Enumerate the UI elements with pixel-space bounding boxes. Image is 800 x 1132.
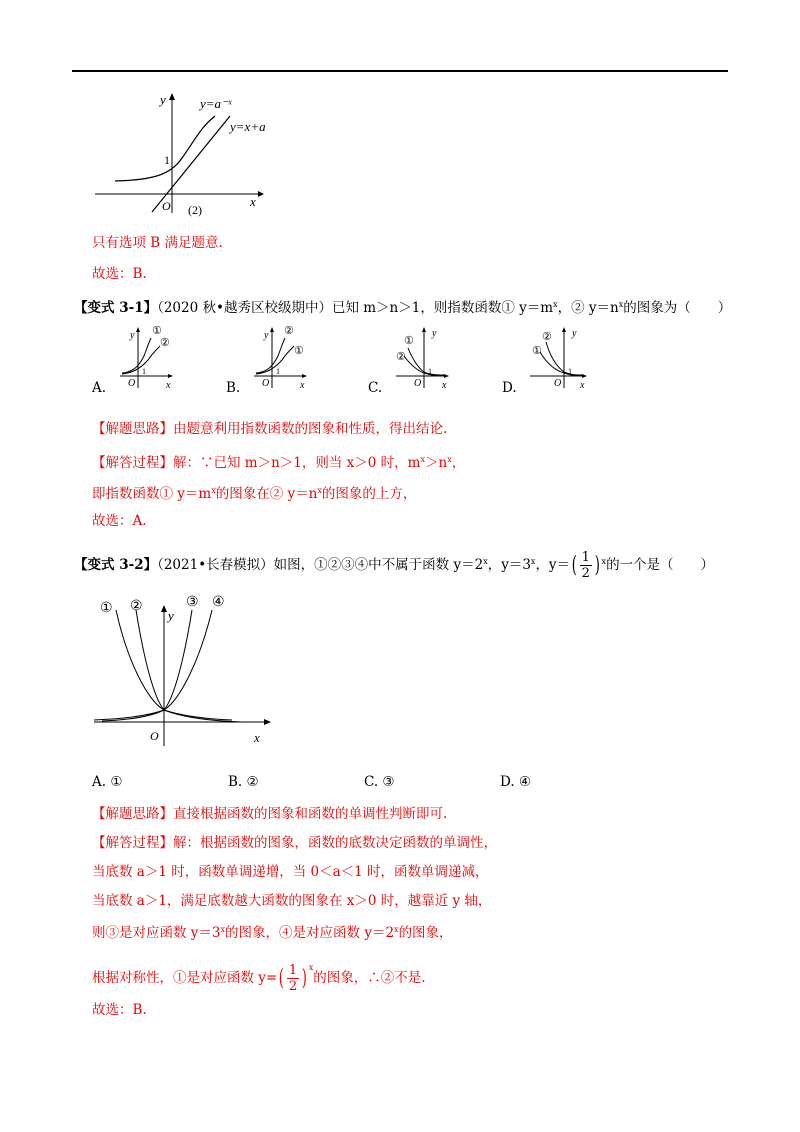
q31-graph-d (528, 326, 592, 390)
q31-c-1: 1 (428, 367, 432, 376)
g32-x: x (254, 730, 260, 745)
q32-sup-2: x (530, 557, 536, 566)
q32-tag: 【变式 3-2】 (74, 557, 158, 573)
q31-c-c1: ① (404, 335, 414, 347)
q31-graph-b (252, 326, 312, 390)
a31-proc-c: ， (451, 455, 466, 471)
q32-fraction (570, 550, 601, 581)
q32-frac-num: 1 (581, 550, 590, 565)
q31-a-c1: ① (152, 326, 162, 337)
q31-option-b[interactable]: B. (226, 380, 241, 396)
graph1-x-label: x (250, 194, 256, 209)
a32-l5-a: 根据对称性，①是对应函数 y= (92, 970, 278, 986)
a32-line5 (92, 956, 426, 994)
q31-graph-a (118, 326, 178, 390)
q31-b-o: O (262, 378, 270, 389)
a32-fraction (277, 963, 308, 994)
a32-l4-b: 的图象，④是对应函数 y＝2 (225, 925, 395, 941)
a32-l5-b: 的图象，∴②不是. (313, 970, 426, 986)
q31-a-1: 1 (142, 367, 146, 376)
q31-graph-c (394, 326, 454, 390)
a32-hint: 【解题思路】直接根据函数的图象和函数的单调性判断即可. (92, 806, 448, 822)
graph1-y-label: y (160, 92, 166, 107)
graph1-origin: O (162, 199, 171, 213)
prev-answer: 故选：B. (92, 266, 147, 282)
a32-line4 (92, 921, 453, 942)
a32-l4-a: 则③是对应函数 y＝3 (92, 925, 221, 941)
q31-text-b: ，② y＝n (557, 300, 619, 316)
q31-d-1: 1 (568, 367, 572, 376)
a31-sup-2: x (447, 455, 452, 464)
q32-sup-1: x (483, 557, 488, 566)
g32-o: O (150, 729, 159, 743)
q31-c-c2: ② (396, 351, 406, 363)
q31-tag: 【变式 3-1】 (74, 300, 158, 316)
a31-answer: 故选：A. (92, 513, 147, 529)
g32-label-2: ② (130, 599, 143, 614)
a31-line2 (92, 482, 416, 503)
header-rule (72, 70, 728, 72)
graph1-curve-label: y=a⁻ˣ (200, 96, 232, 111)
a32-frac-den: 2 (288, 979, 298, 994)
q31-c-y: y (432, 328, 437, 339)
graph-1 (90, 88, 290, 218)
a31-proc-b: ＞n (424, 455, 448, 471)
q31-d-c1: ① (532, 345, 542, 357)
graph1-line-label: y=x+a (230, 119, 266, 134)
a31-sup-1: x (420, 455, 425, 464)
a31-sup-4: x (317, 486, 322, 495)
q31-b-c2: ② (284, 326, 294, 337)
q31-d-y: y (572, 328, 577, 339)
q32-text-a: 如图，①②③④中不属于函数 y＝2 (273, 557, 484, 573)
q31-a-c2: ② (160, 337, 170, 349)
a31-proc-a: 【解答过程】解：∵已知 m＞n＞1，则当 x＞0 时，m (92, 455, 421, 471)
a31-l2-a: 即指数函数① y＝m (92, 486, 212, 502)
g32-label-4: ④ (212, 595, 225, 610)
q32-frac-den: 2 (581, 566, 590, 581)
q31-c-x: x (442, 380, 447, 390)
a32-line2: 当底数 a＞1 时，函数单调递增，当 0＜a＜1 时，函数单调递减， (92, 864, 489, 880)
a32-lparen: ( (278, 965, 285, 991)
q31-sup-2: x (618, 300, 624, 309)
a31-process (92, 451, 465, 472)
q31-c-o: O (414, 378, 422, 389)
q31-a-o: O (128, 378, 136, 389)
graph-3-2 (92, 590, 282, 750)
prev-solution-line: 只有选项 B 满足题意. (92, 235, 223, 251)
q32-sup-3: x (601, 557, 607, 566)
q32-option-b[interactable]: B. ② (228, 774, 259, 790)
q31-option-d[interactable]: D. (502, 380, 517, 396)
a31-l2-b: 的图象在② y＝n (215, 486, 318, 502)
graph1-caption: (2) (188, 203, 202, 217)
a32-sup-1: x (220, 925, 226, 934)
g32-y: y (168, 608, 174, 623)
q31-a-y: y (130, 330, 135, 341)
a32-frac-num: 1 (288, 963, 298, 978)
q31-d-o: O (554, 378, 562, 389)
q32-text-c: ，y＝ (535, 557, 571, 573)
a31-l2-c: 的图象的上方， (321, 486, 417, 502)
q31-b-c1: ① (294, 345, 304, 357)
g32-label-1: ① (100, 601, 113, 616)
a32-rparen: ) (301, 965, 307, 991)
q32-lparen: ( (571, 552, 577, 578)
q32-option-d[interactable]: D. ④ (500, 774, 532, 790)
q31-option-a[interactable]: A. (92, 380, 107, 396)
q31-b-x: x (300, 380, 305, 390)
q32-option-c[interactable]: C. ③ (364, 774, 395, 790)
q31-b-1: 1 (276, 367, 280, 376)
a32-line3: 当底数 a＞1，满足底数越大函数的图象在 x＞0 时，越靠近 y 轴， (92, 893, 492, 909)
a32-sup-3: x (308, 963, 314, 972)
q31-d-c2: ② (542, 331, 552, 343)
a31-hint: 【解题思路】由题意利用指数函数的图象和性质，得出结论. (92, 421, 448, 437)
q31-sup-1: x (553, 300, 558, 309)
question-3-1 (74, 296, 731, 317)
g32-label-3: ③ (186, 595, 199, 610)
question-3-2 (74, 550, 714, 581)
q32-rparen: ) (594, 552, 600, 578)
a32-l4-c: 的图象， (398, 925, 453, 941)
q31-b-y: y (264, 330, 269, 341)
q31-a-x: x (166, 380, 171, 390)
q32-option-a[interactable]: A. ① (92, 774, 123, 790)
q31-text-c: 的图象为（ ） (623, 300, 732, 316)
q31-option-c[interactable]: C. (368, 380, 383, 396)
q31-source: （2020 秋•越秀区校级期中） (157, 300, 332, 316)
a32-sup-2: x (394, 925, 399, 934)
a32-answer: 故选：B. (92, 1002, 147, 1018)
q32-text-d: 的一个是（ ） (606, 557, 715, 573)
a32-line1: 【解答过程】解：根据函数的图象，函数的底数决定函数的单调性， (92, 835, 497, 851)
q32-source: （2021•长春模拟） (157, 557, 274, 573)
q31-d-x: x (580, 380, 585, 390)
q31-text-a: 已知 m＞n＞1，则指数函数① y＝m (331, 300, 554, 316)
graph1-one: 1 (164, 153, 170, 167)
a31-sup-3: x (211, 486, 216, 495)
q32-text-b: ，y＝3 (487, 557, 531, 573)
